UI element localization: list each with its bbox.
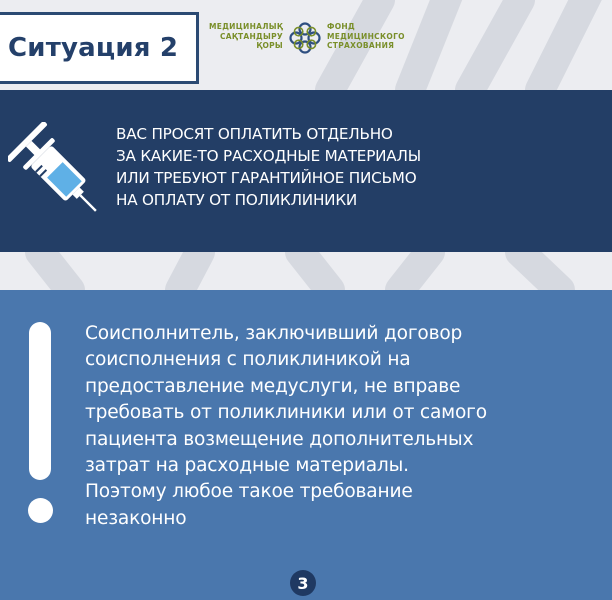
situation-line: ИЛИ ТРЕБУЮТ ГАРАНТИЙНОЕ ПИСЬМО [116,169,417,187]
exclamation-bar [29,322,51,480]
answer-line: соисполнения с поликлиникой на [85,349,411,371]
situation-text [116,123,421,211]
title-box [0,12,199,84]
situation-line: ВАС ПРОСЯТ ОПЛАТИТЬ ОТДЕЛЬНО [116,125,393,143]
page-number: 3 [290,570,316,596]
logo-text-russian [327,22,417,51]
exclamation-dot [28,498,53,523]
logo-line: МЕДИЦИНАЛЫҚ [209,22,283,31]
fund-emblem-icon [288,21,322,55]
syringe-icon [8,122,106,222]
logo-text-kazakh [206,22,283,51]
logo-line: МЕДИЦИНСКОГО [327,31,405,41]
answer-line: Соисполнитель, заключивший договор [85,323,463,344]
logo-line: ФОНД [327,22,355,31]
answer-line: требовать от поликлиники или от самого [85,402,487,424]
situation-line: ЗА КАКИЕ-ТО РАСХОДНЫЕ МАТЕРИАЛЫ [116,147,421,165]
logo-line: СТРАХОВАНИЯ [327,41,395,50]
page-title: Ситуация 2 [8,33,179,63]
answer-line: незаконно [85,507,187,529]
answer-text [85,321,487,532]
answer-line: предоставление медуслуги, не вправе [85,375,461,397]
logo-line: САҚТАНДЫРУ [219,31,283,41]
answer-line: Поэтому любое такое требование [85,481,413,503]
fund-logo [206,22,406,72]
answer-line: затрат на расходные материалы. [85,455,409,477]
answer-line: пациента возмещение дополнительных [85,428,474,450]
logo-line: ҚОРЫ [256,41,283,50]
situation-line: НА ОПЛАТУ ОТ ПОЛИКЛИНИКИ [116,191,358,209]
